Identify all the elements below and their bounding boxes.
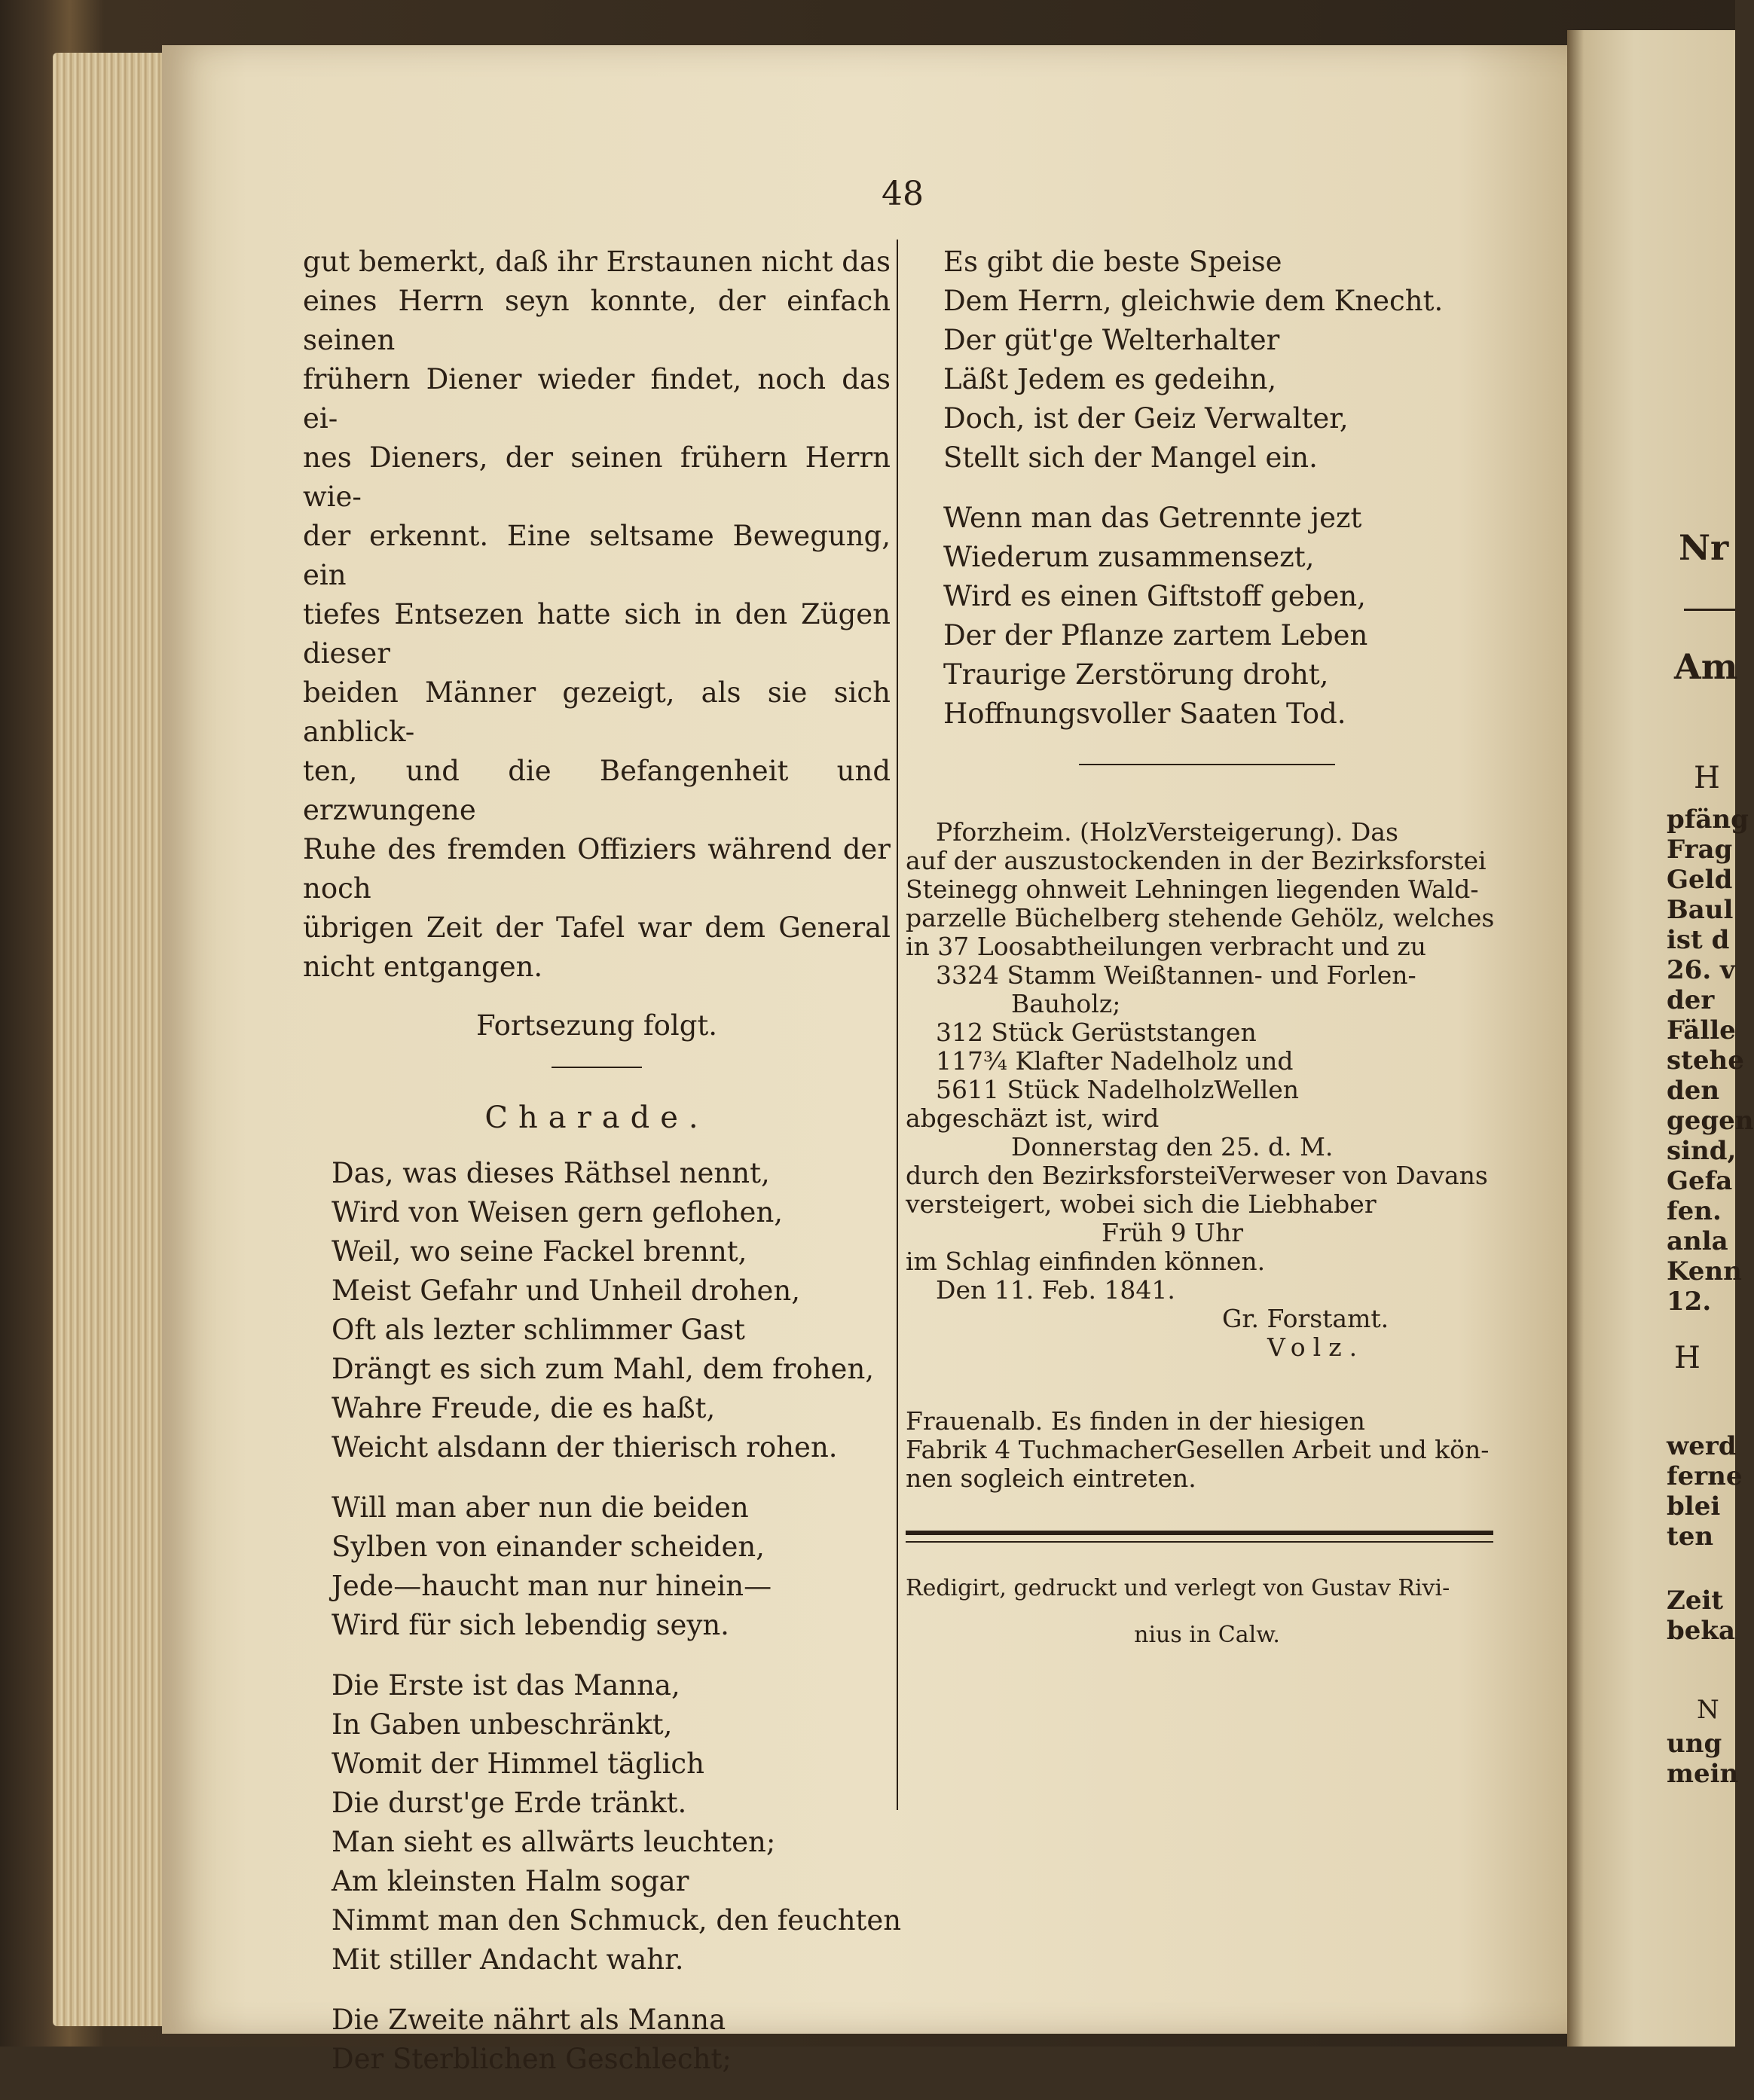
page-number: 48 — [882, 175, 924, 213]
notice-line: in 37 Loosabtheilungen verbracht und zu — [906, 932, 1426, 961]
verse-line: Wiederum zusammensezt, — [943, 541, 1315, 573]
verse-line: Dem Herrn, gleichwie dem Knecht. — [943, 285, 1444, 317]
verse-line: Der der Pflanze zartem Leben — [943, 619, 1368, 652]
notice-line: parzelle Büchelberg stehende Gehölz, welches — [906, 903, 1495, 932]
facing-fragment: Fälle — [1667, 1015, 1736, 1045]
facing-fragment: werd — [1667, 1431, 1737, 1461]
facing-fragment: Zeit — [1667, 1586, 1724, 1616]
facing-fragment: Frag — [1667, 835, 1733, 865]
notice-item: 3324 Stamm Weißtannen- und Forlen- — [936, 960, 1416, 990]
column-divider — [897, 240, 898, 1810]
verse-line: Die Erste ist das Manna, — [332, 1669, 680, 1702]
text-line: Ruhe des fremden Offiziers während der noch — [303, 833, 891, 905]
verse-line: Wird von Weisen gern geflohen, — [332, 1196, 784, 1229]
story-continuation — [303, 243, 891, 987]
facing-fragment: Gefa — [1667, 1166, 1733, 1196]
charade-stanza-3 — [332, 1666, 902, 1979]
facing-fragment: blei — [1667, 1491, 1721, 1522]
facing-fragment: Geld — [1667, 865, 1733, 895]
notice-line: auf der auszustockenden in der Bezirksforstei — [906, 846, 1487, 875]
text-line: tiefes Entsezen hatte sich in den Zügen dieser — [303, 598, 891, 670]
notice-frauenalb — [906, 1407, 1508, 1493]
text-line: frühern Diener wieder findet, noch das ei- — [303, 363, 891, 435]
notice-line: versteigert, wobei sich die Liebhaber — [906, 1189, 1377, 1219]
imprint-line: Redigirt, gedruckt und verlegt von Gustav Rivi- — [906, 1575, 1450, 1601]
continuation-note: Fortsezung folgt. — [475, 1009, 718, 1042]
verse-line: Am kleinsten Halm sogar — [332, 1865, 689, 1897]
facing-fragment: Am — [1674, 646, 1738, 687]
verse-line: In Gaben unbeschränkt, — [332, 1708, 673, 1741]
charade-stanza-1 — [332, 1154, 891, 1467]
facing-fragment: gegen — [1667, 1106, 1754, 1136]
verse-line: Weicht alsdann der thierisch rohen. — [332, 1431, 838, 1464]
facing-fragment: 12. — [1667, 1287, 1712, 1317]
facing-fragment: beka — [1667, 1616, 1735, 1646]
verse-line: Jede—haucht man nur hinein— — [332, 1570, 772, 1602]
verse-line: Wahre Freude, die es haßt, — [332, 1392, 716, 1424]
notice-date: Den 11. Feb. 1841. — [936, 1275, 1175, 1305]
text-line: übrigen Zeit der Tafel war dem General — [303, 911, 891, 944]
text-line: ten, und die Befangenheit und erzwungene — [303, 755, 891, 826]
verse-line: Mit stiller Andacht wahr. — [332, 1943, 684, 1976]
imprint — [906, 1573, 1508, 1651]
verse-line: Hoffnungsvoller Saaten Tod. — [943, 697, 1346, 730]
facing-fragment: den — [1667, 1076, 1720, 1106]
text-line: eines Herrn seyn konnte, der einfach seinen — [303, 285, 891, 356]
facing-rule — [1684, 609, 1735, 611]
facing-fragment: ist d — [1667, 925, 1730, 955]
notice-line: Steinegg ohnweit Lehningen liegenden Wald- — [906, 874, 1479, 904]
facing-fragment: Nr — [1679, 527, 1729, 568]
notice-line: Frauenalb. Es finden in der hiesigen — [906, 1406, 1365, 1436]
facing-fragment: pfäng — [1667, 804, 1749, 835]
verse-line: Oft als lezter schlimmer Gast — [332, 1314, 745, 1346]
verse-stanza-2 — [943, 499, 1508, 734]
signature: Volz. — [1267, 1332, 1365, 1362]
section-divider — [552, 1067, 642, 1068]
verse-line: Sylben von einander scheiden, — [332, 1531, 765, 1563]
notice-item: 117¾ Klafter Nadelholz und — [936, 1046, 1294, 1076]
verse-line: Wenn man das Getrennte jezt — [943, 502, 1362, 534]
imprint-line: nius in Calw. — [1134, 1622, 1280, 1648]
verse-line: Läßt Jedem es gedeihn, — [943, 363, 1277, 395]
notice-line: abgeschäzt ist, wird — [906, 1103, 1160, 1133]
auction-time: Früh 9 Uhr — [1102, 1218, 1243, 1247]
verse-line: Stellt sich der Mangel ein. — [943, 441, 1318, 474]
notice-line: nen sogleich eintreten. — [906, 1464, 1196, 1493]
verse-line: Das, was dieses Räthsel nennt, — [332, 1157, 770, 1189]
verse-line: Nimmt man den Schmuck, den feuchten — [332, 1904, 902, 1937]
charade-stanza-4 — [332, 2001, 891, 2079]
facing-fragment: Baul — [1667, 895, 1734, 925]
notice-item: 5611 Stück NadelholzWellen — [936, 1075, 1300, 1104]
verse-stanza-1 — [943, 243, 1508, 478]
facing-fragment: stehe — [1667, 1045, 1744, 1076]
right-column — [906, 243, 1508, 1651]
text-line: nes Dieners, der seinen frühern Herrn wie- — [303, 441, 891, 513]
verse-line: Meist Gefahr und Unheil drohen, — [332, 1274, 800, 1307]
verse-line: Weil, wo seine Fackel brennt, — [332, 1235, 747, 1268]
facing-fragment: Kenn — [1667, 1256, 1742, 1287]
notice-item: Bauholz; — [1011, 989, 1121, 1018]
verse-line: Der Sterblichen Geschlecht; — [332, 2043, 732, 2075]
facing-fragment: 26. v — [1667, 955, 1735, 985]
facing-fragment: ung — [1667, 1729, 1722, 1759]
facing-fragment: ferne — [1667, 1461, 1743, 1491]
facing-fragment: ten — [1667, 1522, 1714, 1552]
verse-line: Traurige Zerstörung droht, — [943, 658, 1329, 691]
section-divider — [1079, 764, 1335, 765]
facing-fragment: fen. — [1667, 1196, 1722, 1226]
facing-fragment: anla — [1667, 1226, 1728, 1256]
issuing-office: Gr. Forstamt. — [1222, 1304, 1389, 1333]
verse-line: Es gibt die beste Speise — [943, 246, 1282, 278]
charade-stanza-2 — [332, 1488, 891, 1645]
text-line: der erkennt. Eine seltsame Bewegung, ein — [303, 520, 891, 591]
facing-fragment: H — [1694, 761, 1720, 795]
left-column — [303, 243, 902, 2100]
notice-line: durch den BezirksforsteiVerweser von Davans — [906, 1161, 1488, 1190]
verse-line: Wird für sich lebendig seyn. — [332, 1609, 729, 1641]
verse-line: Doch, ist der Geiz Verwalter, — [943, 402, 1349, 435]
verse-line: Drängt es sich zum Mahl, dem frohen, — [332, 1353, 875, 1385]
book-page-edges — [53, 53, 166, 2026]
auction-date: Donnerstag den 25. d. M. — [1011, 1132, 1334, 1161]
verse-line: Der güt'ge Welterhalter — [943, 324, 1280, 356]
facing-fragment: H — [1674, 1341, 1701, 1375]
verse-line: Wird es einen Giftstoff geben, — [943, 580, 1366, 612]
charade-title: Charade. — [484, 1100, 709, 1135]
facing-fragment: mein — [1667, 1759, 1739, 1789]
notice-line: im Schlag einfinden können. — [906, 1247, 1266, 1276]
facing-fragment: sind, — [1667, 1136, 1737, 1166]
text-line: nicht entgangen. — [303, 951, 543, 983]
text-line: gut bemerkt, daß ihr Erstaunen nicht das — [303, 246, 891, 278]
notice-item: 312 Stück Gerüststangen — [936, 1018, 1257, 1047]
notice-line: Pforzheim. (HolzVersteigerung). Das — [936, 817, 1398, 847]
verse-line: Die durst'ge Erde tränkt. — [332, 1787, 687, 1819]
notice-pforzheim — [906, 818, 1508, 1362]
facing-fragment: N — [1697, 1695, 1719, 1725]
notice-line: Fabrik 4 TuchmacherGesellen Arbeit und kön- — [906, 1435, 1490, 1464]
verse-line: Man sieht es allwärts leuchten; — [332, 1826, 776, 1858]
text-line: beiden Männer gezeigt, als sie sich anblick- — [303, 676, 891, 748]
footer-double-rule — [906, 1531, 1493, 1543]
verse-line: Will man aber nun die beiden — [332, 1491, 749, 1524]
verse-line: Die Zweite nährt als Manna — [332, 2004, 726, 2036]
verse-line: Womit der Himmel täglich — [332, 1747, 704, 1780]
facing-fragment: der — [1667, 985, 1715, 1015]
